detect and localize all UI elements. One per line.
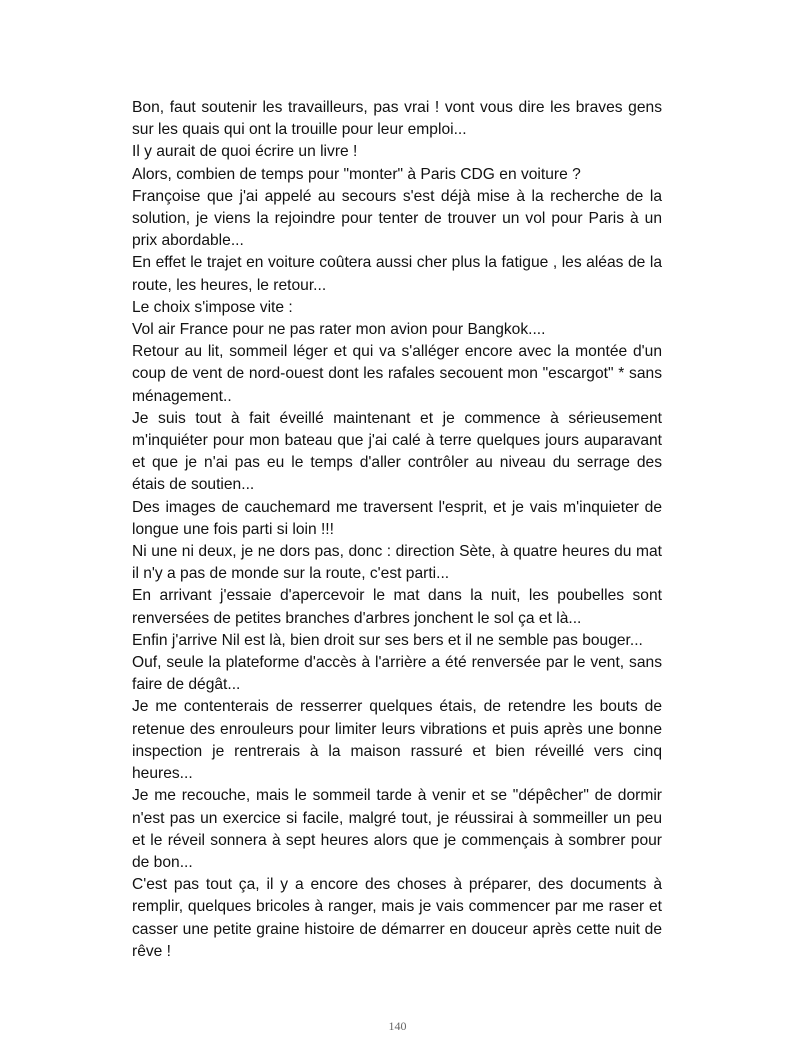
paragraph: Je me contenterais de resserrer quelques étais, de retendre les bouts de retenue des enrouleurs pour limiter leurs vibrations et puis après une bonne inspection je rentrerais à la maison rassuré et bien réveillé vers cinq heures... [132, 698, 662, 783]
paragraph: Retour au lit, sommeil léger et qui va s'alléger encore avec la montée d'un coup de vent de nord-ouest dont les rafales secouent mon "escargot" * sans ménagement.. [132, 343, 662, 405]
paragraph: Je me recouche, mais le sommeil tarde à venir et se "dépêcher" de dormir n'est pas un exercice si facile, malgré tout, je réussirai à sommeiller un peu et le réveil sonnera à sept heures alors que je commençais à sombrer pour de bon... [132, 787, 662, 871]
paragraph: Bon, faut soutenir les travailleurs, pas vrai ! vont vous dire les braves gens sur les quais qui ont la trouille pour leur emploi... [132, 99, 662, 139]
paragraph: En effet le trajet en voiture coûtera aussi cher plus la fatigue , les aléas de la route, les heures, le retour... [132, 254, 662, 294]
body-text [132, 97, 662, 963]
paragraph: Françoise que j'ai appelé au secours s'est déjà mise à la recherche de la solution, je viens la rejoindre pour tenter de trouver un vol pour Paris à un prix abordable... [132, 187, 662, 250]
paragraph: Des images de cauchemard me traversent l'esprit, et je vais m'inquieter de longue une fois parti si loin !!! [132, 498, 662, 538]
paragraph: Vol air France pour ne pas rater mon avion pour Bangkok.... [132, 321, 546, 339]
paragraph: Ouf, seule la plateforme d'accès à l'arrière a été renversée par le vent, sans faire de dégât... [132, 654, 662, 694]
paragraph: Il y aurait de quoi écrire un livre ! [132, 143, 358, 161]
paragraph: Je suis tout à fait éveillé maintenant et je commence à sérieusement m'inquiéter pour mon bateau que j'ai calé à terre quelques jours auparavant et que je n'ai pas eu le temps d'aller contrôler au niveau du serrage des étais de soutien... [132, 409, 662, 494]
paragraph: Le choix s'impose vite : [132, 298, 293, 316]
page-number: 140 [388, 1019, 407, 1033]
paragraph: Enfin j'arrive Nil est là, bien droit sur ses bers et il ne semble pas bouger... [132, 631, 643, 649]
paragraph: En arrivant j'essaie d'apercevoir le mat dans la nuit, les poubelles sont renversées de petites branches d'arbres jonchent le sol ça et là... [132, 587, 662, 627]
paragraph: Ni une ni deux, je ne dors pas, donc : direction Sète, à quatre heures du mat il n'y a pas de monde sur la route, c'est parti... [132, 543, 662, 583]
paragraph: C'est pas tout ça, il y a encore des choses à préparer, des documents à remplir, quelques bricoles à ranger, mais je vais commencer par me raser et casser une petite graine histoire de démarrer en douceur après cette nuit de rêve ! [132, 876, 662, 960]
paragraph: Alors, combien de temps pour "monter" à Paris CDG en voiture ? [132, 165, 581, 183]
